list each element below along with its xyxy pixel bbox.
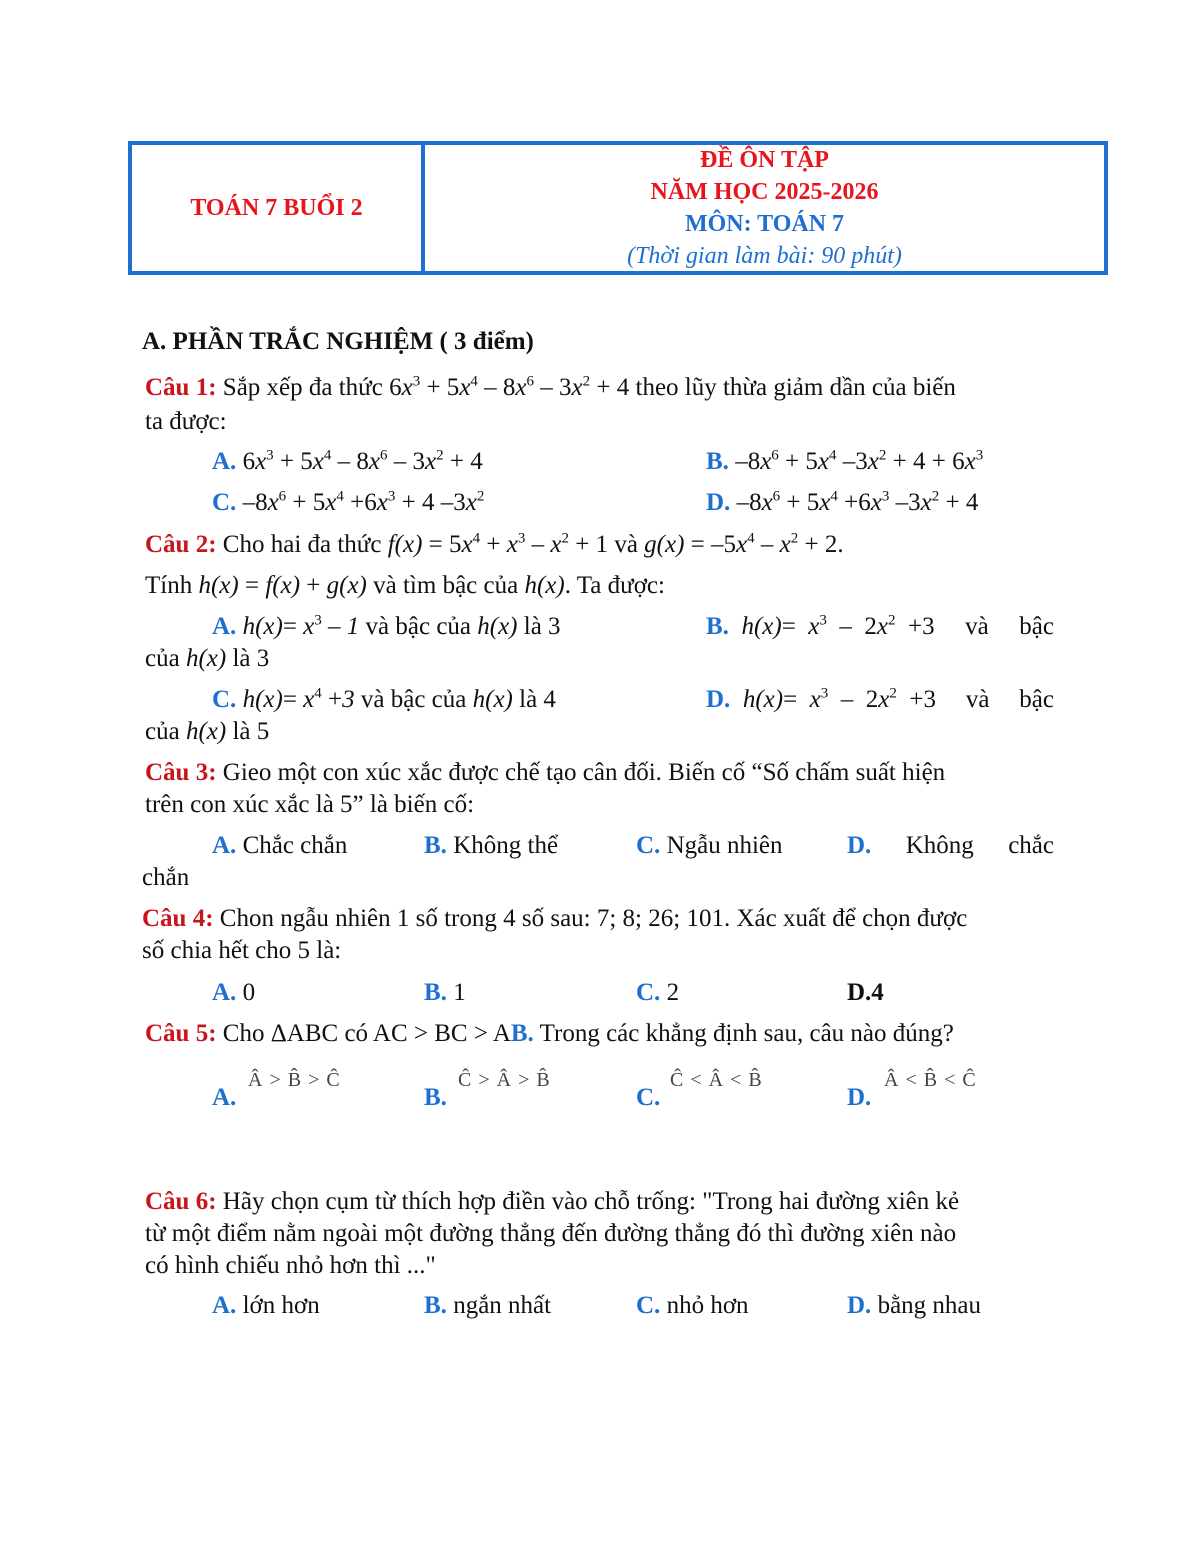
question-5-line1: Câu 5: Cho ΔABC có AC > BC > AB. Trong các khẳng định sau, câu nào đúng? bbox=[145, 1020, 954, 1047]
question-2-option-d-cont: của h(x) là 5 bbox=[145, 718, 270, 745]
question-4-line2: số chia hết cho 5 là: bbox=[142, 937, 342, 964]
question-1-line2: ta được: bbox=[145, 408, 227, 435]
header-school-year: NĂM HỌC 2025-2026 bbox=[650, 179, 879, 205]
question-6-line1: Câu 6: Hãy chọn cụm từ thích hợp điền vào chỗ trống: "Trong hai đường xiên kẻ bbox=[145, 1188, 960, 1215]
question-5-option-c[interactable]: C. bbox=[636, 1084, 661, 1111]
question-6-label: Câu 6: bbox=[145, 1188, 217, 1215]
question-6-option-d[interactable]: D. bằng nhau bbox=[847, 1292, 982, 1319]
question-5-option-d-formula: Â < B̂ < Ĉ bbox=[884, 1069, 977, 1091]
question-2-line1: Câu 2: Cho hai đa thức $f(x) = 5x^4 + x^3 - x^2 + 1$ và $g(x) = -5x^4 - x^2 + 2$. bbox=[145, 530, 844, 558]
question-5-option-a-formula: Â > B̂ > Ĉ bbox=[248, 1069, 341, 1091]
question-3-line2: trên con xúc xắc là 5” là biến cố: bbox=[145, 791, 475, 818]
question-5-option-c-formula: Ĉ < Â < B̂ bbox=[670, 1069, 763, 1091]
question-3-line1: Câu 3: Gieo một con xúc xắc được chế tạo cân đối. Biến cố “Số chấm suất hiện bbox=[145, 759, 946, 786]
question-2-option-a[interactable]: A. $h(x)= x^3 - 1$ và bậc của h(x) là 3 bbox=[212, 612, 561, 640]
header-box bbox=[128, 141, 1108, 275]
question-2-option-b-cont: của h(x) là 3 bbox=[145, 645, 270, 672]
question-4-option-c[interactable]: C. 2 bbox=[636, 979, 680, 1006]
question-2-option-b[interactable]: B. $h(x)= x^3 - 2x^2 +3$ và bậc bbox=[706, 612, 1054, 640]
question-5-option-b-formula: Ĉ > Â > B̂ bbox=[458, 1069, 551, 1091]
question-5-label: Câu 5: bbox=[145, 1020, 217, 1047]
question-2-line2: Tính h(x) = f(x) + g(x) và tìm bậc của h(x). Ta được: bbox=[145, 572, 665, 599]
header-exam-title: ĐỀ ÔN TẬP bbox=[700, 147, 829, 173]
question-6-option-b[interactable]: B. ngắn nhất bbox=[424, 1292, 552, 1319]
question-3-option-a[interactable]: A. Chắc chắn bbox=[212, 832, 348, 859]
header-right bbox=[425, 145, 1104, 271]
question-2-option-d[interactable]: D. $h(x)= x^3 - 2x^2 +3$ và bậc bbox=[706, 685, 1054, 713]
question-6-option-a[interactable]: A. lớn hơn bbox=[212, 1292, 320, 1319]
question-1-label: Câu 1: bbox=[145, 374, 217, 401]
question-3-label: Câu 3: bbox=[145, 759, 217, 786]
question-1-line1: Câu 1: Sắp xếp đa thức $6x^3 + 5x^4 - 8x^6 - 3x^2 + 4$ theo lũy thừa giảm dần của biến bbox=[145, 373, 956, 401]
question-1-option-a[interactable]: A. $6x^3 + 5x^4 - 8x^6 - 3x^2 + 4$ bbox=[212, 447, 483, 475]
question-4-label: Câu 4: bbox=[142, 905, 214, 932]
question-6-line3: có hình chiếu nhỏ hơn thì ..." bbox=[145, 1252, 436, 1279]
question-1-option-b[interactable]: B. $-8x^6 + 5x^4$ $-3x^2 + 4 + 6x^3$ bbox=[706, 447, 984, 475]
question-4-option-a[interactable]: A. 0 bbox=[212, 979, 256, 1006]
question-4-line1: Câu 4: Chon ngẫu nhiên 1 số trong 4 số sau: 7; 8; 26; 101. Xác xuất để chọn được bbox=[142, 905, 968, 932]
header-left-title: TOÁN 7 BUỔI 2 bbox=[132, 145, 425, 271]
question-6-line2: từ một điểm nằm ngoài một đường thẳng đến đường thẳng đó thì đường xiên nào bbox=[145, 1220, 957, 1247]
question-5-option-d[interactable]: D. bbox=[847, 1084, 872, 1111]
question-3-option-d[interactable]: D. Không chắc bbox=[847, 832, 1054, 859]
question-5-option-a[interactable]: A. bbox=[212, 1084, 237, 1111]
question-4-option-b[interactable]: B. 1 bbox=[424, 979, 466, 1006]
header-subject: MÔN: TOÁN 7 bbox=[684, 211, 845, 237]
question-6-option-c[interactable]: C. nhỏ hơn bbox=[636, 1292, 749, 1319]
question-3-option-c[interactable]: C. Ngẫu nhiên bbox=[636, 832, 783, 859]
section-a-title: A. PHẦN TRẮC NGHIỆM ( 3 điểm) bbox=[142, 328, 534, 355]
question-1-option-c[interactable]: C. $-8x^6 + 5x^4 +6x^3 + 4$ $-3x^2$ bbox=[212, 488, 485, 516]
question-1-option-d[interactable]: D. $-8x^6 + 5x^4 +6x^3$ $-3x^2 + 4$ bbox=[706, 488, 979, 516]
question-2-option-c[interactable]: C. $h(x)= x^4 +3$ và bậc của h(x) là 4 bbox=[212, 685, 556, 713]
header-duration: (Thời gian làm bài: 90 phút) bbox=[627, 243, 902, 269]
question-4-option-d[interactable]: D.4 bbox=[847, 979, 884, 1006]
question-3-option-b[interactable]: B. Không thể bbox=[424, 832, 559, 859]
question-2-label: Câu 2: bbox=[145, 531, 217, 558]
question-5-option-b[interactable]: B. bbox=[424, 1084, 447, 1111]
question-3-option-d-cont: chắn bbox=[142, 864, 190, 891]
